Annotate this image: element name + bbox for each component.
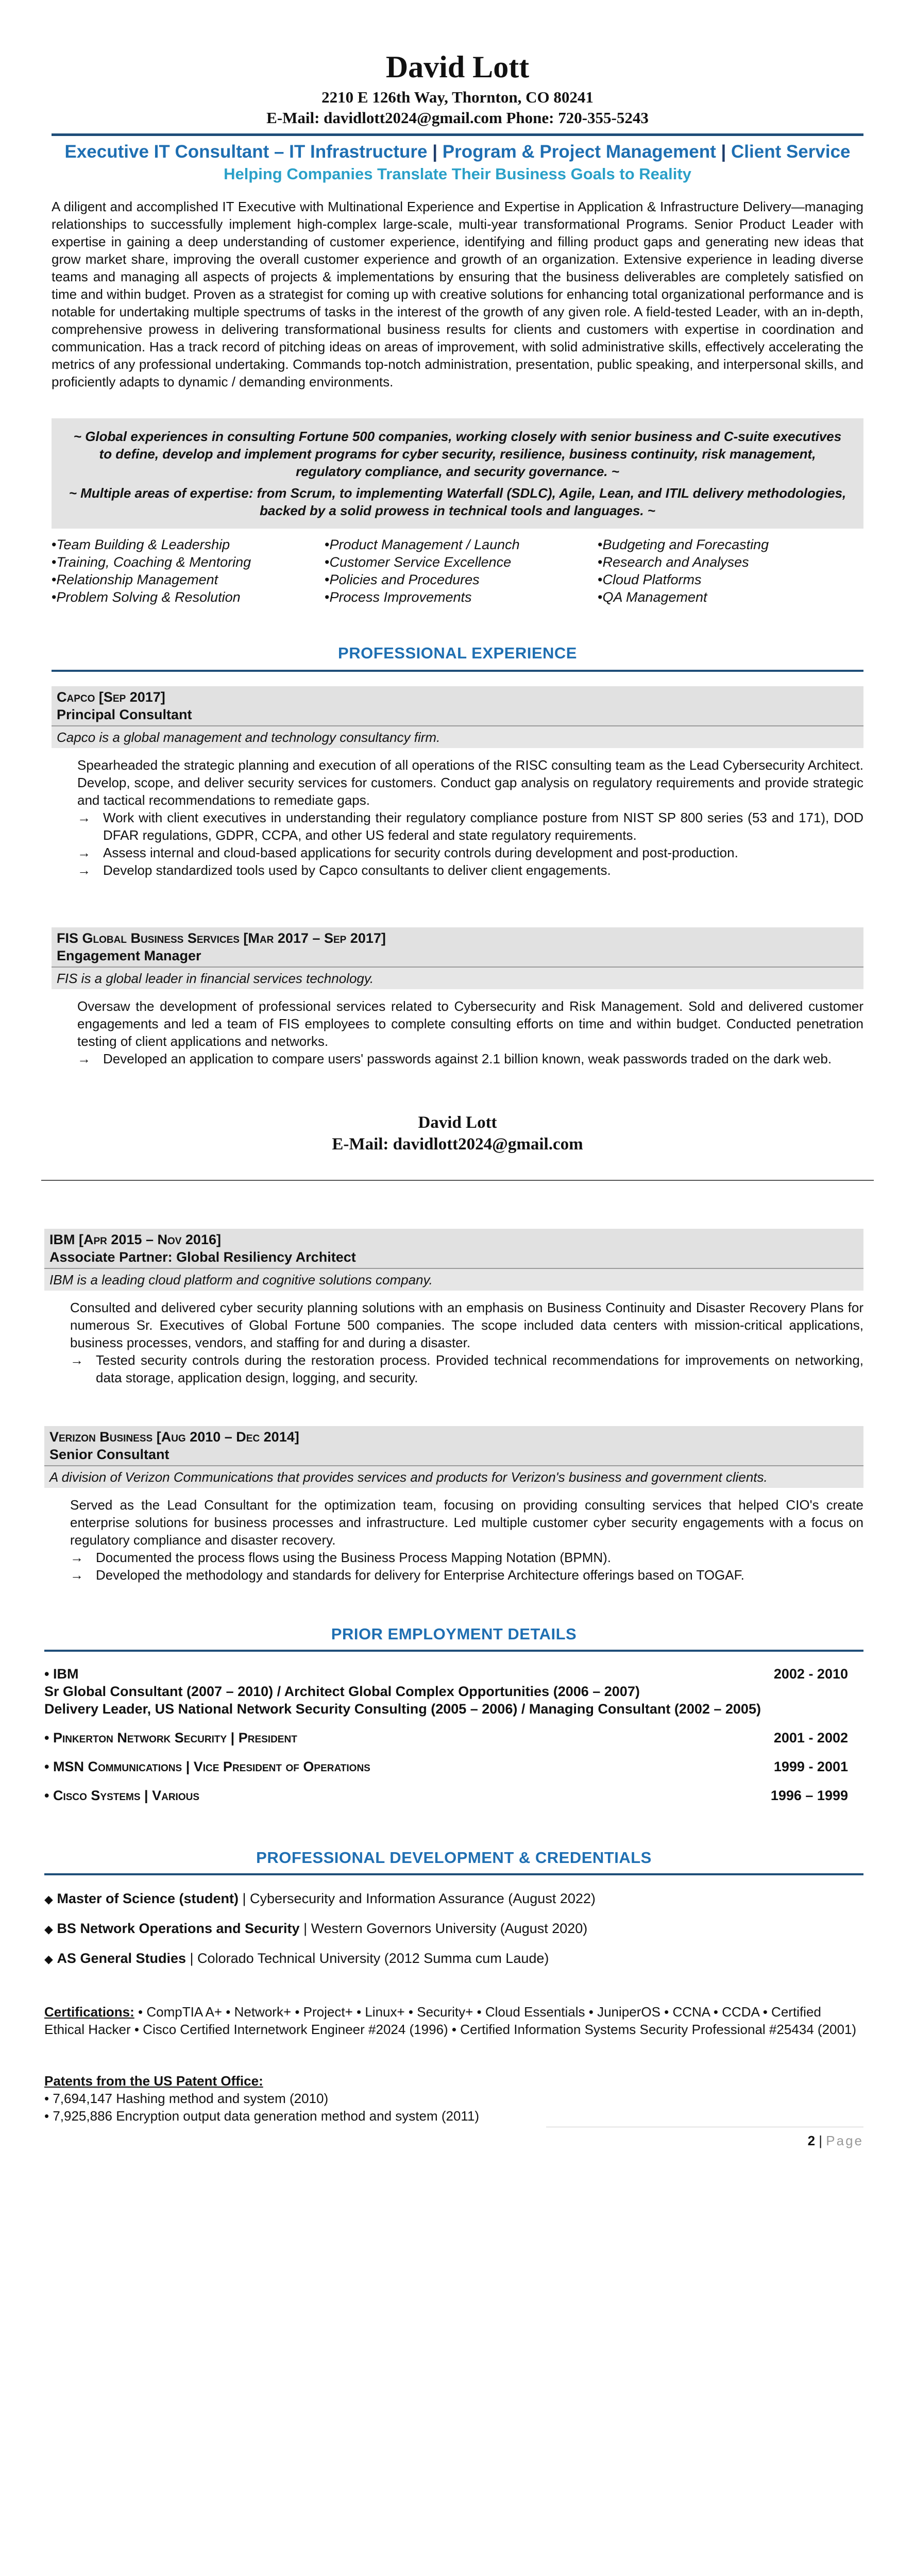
certifications-label: Certifications: xyxy=(44,2004,134,2020)
job-bullet: → Documented the process flows using the Business Process Mapping Notation (BPMN). xyxy=(70,1549,863,1566)
skill-item: • Research and Analyses xyxy=(598,553,860,571)
education-degree: AS General Studies xyxy=(57,1951,187,1966)
footer-email: E-Mail: davidlott2024@gmail.com xyxy=(332,1135,583,1154)
footer-name: David Lott xyxy=(418,1113,497,1132)
skill-item: • Product Management / Launch xyxy=(325,536,587,553)
prior-company: • IBM xyxy=(44,1666,79,1682)
patents-label: Patents from the US Patent Office: xyxy=(44,2073,263,2089)
summary-paragraph: A diligent and accomplished IT Executive with Multinational Experience and Expertise in Application & Infrastructure Delivery—managing relationships to successfully implement high-complex large-scale, multi-year transformational Programs. Senior Product Leader with expertise in gaining a deep understanding of customer experience, identifying and filling product gaps and generating new ideas that grow market share, improving the overall customer experience and growth of an organization. Extensive experience in leading diverse teams and managing all aspects of projects & implementations by ensuring that the business deliverables are completely satisfied on time and within budget. Proven as a strategist for coming up with creative solutions for enhancing total organizational performance and is notable for undertaking multiple spectrums of tasks in the interest of the growth of any given role. A field-tested Leader, with an in-depth, comprehensive prowess in delivering transformational business results for clients and customers with expertise in coordination and communication. Has a track record of pitching ideas on areas of improvement, with solid administrative skills, effectively accelerating the metrics of any professional undertaking. Commands top-notch administration, presentation, public speaking, and interpersonal skills, and proficiently adapts to dynamic / demanding environments. xyxy=(52,199,863,389)
headline xyxy=(52,140,863,164)
certifications-text xyxy=(44,2003,863,2038)
prior-item-ibm xyxy=(44,1665,848,1718)
prior-item-msn xyxy=(44,1758,848,1775)
skill-item: • Customer Service Excellence xyxy=(325,553,587,571)
page-footer-contact xyxy=(52,1112,863,1155)
candidate-address: 2210 E 126th Way, Thornton, CO 80241 xyxy=(321,88,594,106)
experience-heading: PROFESSIONAL EXPERIENCE xyxy=(338,644,577,662)
prior-dates: 1996 – 1999 xyxy=(770,1788,848,1803)
dev-heading: PROFESSIONAL DEVELOPMENT & CREDENTIALS xyxy=(256,1849,652,1867)
job-bullet: → Work with client executives in understanding their regulatory compliance posture from NIST SP 800 series (53 and 171), DOD DFAR regulations, GDPR, CCPA, and other US federal and state regulatory requirements. xyxy=(77,809,863,844)
highlights-box xyxy=(52,418,863,529)
skill-item: • Budgeting and Forecasting xyxy=(598,536,860,553)
tagline: Helping Companies Translate Their Business Goals to Reality xyxy=(224,165,691,183)
job-description: FIS is a global leader in financial services technology. xyxy=(52,967,863,989)
skill-item: • Process Improvements xyxy=(325,588,587,606)
skill-item: • Training, Coaching & Mentoring xyxy=(52,553,314,571)
prior-row xyxy=(44,1665,848,1683)
job-company: Capco [Sep 2017] xyxy=(57,689,165,705)
dev-heading-block xyxy=(44,1848,863,1875)
job-header xyxy=(52,927,863,967)
candidate-contact: E-Mail: davidlott2024@gmail.com Phone: 720-355-5243 xyxy=(266,109,649,127)
prior-dates: 2001 - 2002 xyxy=(773,1730,848,1745)
job-bullet: → Tested security controls during the restoration process. Provided technical recommendations for improvements on networking, data storage, application design, logging, and security. xyxy=(70,1351,863,1386)
job-role: Senior Consultant xyxy=(49,1447,170,1462)
job-summary: Spearheaded the strategic planning and execution of all operations of the RISC consulting team as the Lead Cybersecurity Architect. Develop, scope, and deliver security services for customers. Conduct gap analysis on regulatory requirements and provide strategic and tactical recommendations to remediate gaps. xyxy=(77,757,863,808)
skill-item: • Relationship Management xyxy=(52,571,314,588)
job-bullet: → Develop standardized tools used by Capco consultants to deliver client engagements. xyxy=(77,861,863,879)
headline-sep-1: | xyxy=(427,142,443,162)
job-bullets xyxy=(70,1549,863,1584)
education-detail: | Western Governors University (August 2020) xyxy=(299,1921,588,1936)
prior-heading: PRIOR EMPLOYMENT DETAILS xyxy=(331,1625,577,1643)
education-item xyxy=(44,1890,863,1908)
prior-rule xyxy=(44,1650,863,1652)
job-bullet: → Developed an application to compare users' passwords against 2.1 billion known, weak passwords traded on the dark web. xyxy=(77,1050,863,1067)
job-company: IBM [Apr 2015 – Nov 2016] xyxy=(49,1232,221,1247)
headline-block xyxy=(52,140,863,184)
prior-detail-row xyxy=(44,1683,848,1700)
skill-item: • Policies and Procedures xyxy=(325,571,587,588)
job-capco xyxy=(52,686,863,879)
prior-company: • Cisco Systems | Various xyxy=(44,1788,199,1803)
dev-rule xyxy=(44,1873,863,1875)
prior-dates: 2002 - 2010 xyxy=(773,1666,848,1682)
patent-item: • 7,925,886 Encryption output data generation method and system (2011) xyxy=(44,2108,480,2124)
highlight-1: ~ Global experiences in consulting Fortune 500 companies, working closely with senior business and C-suite executives to define, develop and implement programs for cyber security, resilience, business continuity, risk management, regulatory compliance, and security governance. ~ xyxy=(73,429,842,479)
headline-part-2: Program & Project Management xyxy=(442,142,716,162)
skill-item: • Team Building & Leadership xyxy=(52,536,314,553)
job-bullets xyxy=(77,1050,863,1067)
job-bullet: → Developed the methodology and standards for delivery for Enterprise Architecture offerings based on TOGAF. xyxy=(70,1566,863,1584)
job-bullets xyxy=(70,1351,863,1386)
job-role: Associate Partner: Global Resiliency Architect xyxy=(49,1249,356,1265)
page-break-line xyxy=(41,1180,874,1181)
page-number: 2 | Page xyxy=(807,2133,863,2148)
certifications-block xyxy=(44,2003,863,2038)
prior-heading-block xyxy=(44,1624,863,1652)
patent-item: • 7,694,147 Hashing method and system (2010) xyxy=(44,2091,329,2106)
header-rule xyxy=(52,133,863,136)
job-company: FIS Global Business Services [Mar 2017 – Sep 2017] xyxy=(57,930,386,946)
certifications-list: • CompTIA A+ • Network+ • Project+ • Linux+ • Security+ • Cloud Essentials • JuniperOS • CCNA • CCDA • Certified Ethical Hacker • Cisco Certified Internetwork Engineer #2024 (1996) • Certified Information Systems Security Professional #25434 (2001) xyxy=(44,2004,857,2037)
job-verizon xyxy=(44,1426,863,1584)
page-break-rule xyxy=(41,1180,874,1181)
skills-grid xyxy=(52,536,863,606)
resume-header xyxy=(52,49,863,136)
experience-rule xyxy=(52,670,863,672)
education-item xyxy=(44,1920,863,1938)
job-role: Principal Consultant xyxy=(57,707,192,722)
prior-detail-row xyxy=(44,1700,848,1718)
job-description: A division of Verizon Communications that provides services and products for Verizon's business and government clients. xyxy=(44,1465,863,1488)
headline-part-3: Client Service xyxy=(731,142,851,162)
job-header xyxy=(44,1229,863,1268)
experience-heading-block xyxy=(52,643,863,672)
job-description: Capco is a global management and technology consultancy firm. xyxy=(52,725,863,748)
job-bullet: → Assess internal and cloud-based applications for security controls during development and post-production. xyxy=(77,844,863,861)
education-item xyxy=(44,1950,863,1968)
page-number-value: 2 xyxy=(807,2133,816,2148)
skill-item: • QA Management xyxy=(598,588,860,606)
prior-list xyxy=(44,1665,848,1804)
prior-company: • Pinkerton Network Security | President xyxy=(44,1730,297,1745)
education-degree: Master of Science (student) xyxy=(57,1891,239,1906)
highlight-2: ~ Multiple areas of expertise: from Scrum, to implementing Waterfall (SDLC), Agile, Lean, and ITIL delivery methodologies, backed by a solid prowess in technical tools and languages. ~ xyxy=(69,485,846,518)
prior-company: • MSN Communications | Vice President of Operations xyxy=(44,1759,370,1774)
education-degree: BS Network Operations and Security xyxy=(57,1921,300,1936)
candidate-name: David Lott xyxy=(385,50,530,84)
job-role: Engagement Manager xyxy=(57,948,201,963)
patents-block xyxy=(44,2072,863,2125)
skill-item: • Problem Solving & Resolution xyxy=(52,588,314,606)
prior-dates: 1999 - 2001 xyxy=(773,1759,848,1774)
page-number-label: Page xyxy=(826,2133,863,2148)
education-detail: | Cybersecurity and Information Assurance (August 2022) xyxy=(239,1891,596,1906)
prior-item-cisco xyxy=(44,1787,848,1804)
skill-item: • Cloud Platforms xyxy=(598,571,860,588)
headline-sep-2: | xyxy=(716,142,731,162)
job-summary: Served as the Lead Consultant for the optimization team, focusing on providing consulting services that helped CIO's create enterprise solutions for business processes and infrastructure. Led multiple customer cyber security engagements with a focus on regulatory compliance and disaster recovery. xyxy=(70,1497,863,1548)
job-company: Verizon Business [Aug 2010 – Dec 2014] xyxy=(49,1429,299,1445)
summary-section xyxy=(52,198,863,391)
job-ibm xyxy=(44,1229,863,1386)
job-header xyxy=(44,1426,863,1465)
education-list xyxy=(44,1890,863,1968)
job-fis xyxy=(52,927,863,1067)
job-header xyxy=(52,686,863,725)
prior-detail: Sr Global Consultant (2007 – 2010) / Architect Global Complex Opportunities (2006 – 2007) xyxy=(44,1684,640,1699)
prior-detail: Delivery Leader, US National Network Security Consulting (2005 – 2006) / Managing Consultant (2002 – 2005) xyxy=(44,1701,761,1717)
headline-part-1: Executive IT Consultant – IT Infrastructure xyxy=(64,142,428,162)
education-detail: | Colorado Technical University (2012 Summa cum Laude) xyxy=(186,1951,549,1966)
prior-item-pinkerton xyxy=(44,1729,848,1747)
job-summary: Consulted and delivered cyber security planning solutions with an emphasis on Business Continuity and Disaster Recovery Plans for numerous Sr. Executives of Global Fortune 500 companies. The scope included data centers with mission-critical applications, business processes, vendors, and staffing for and during a disaster. xyxy=(70,1300,863,1350)
job-summary: Oversaw the development of professional services related to Cybersecurity and Risk Management. Sold and delivered customer engagements and led a team of FIS employees to complete consulting efforts on time and within budget. Conducted penetration testing of client applications and networks. xyxy=(77,998,863,1049)
job-description: IBM is a leading cloud platform and cognitive solutions company. xyxy=(44,1268,863,1291)
job-bullets xyxy=(77,809,863,879)
